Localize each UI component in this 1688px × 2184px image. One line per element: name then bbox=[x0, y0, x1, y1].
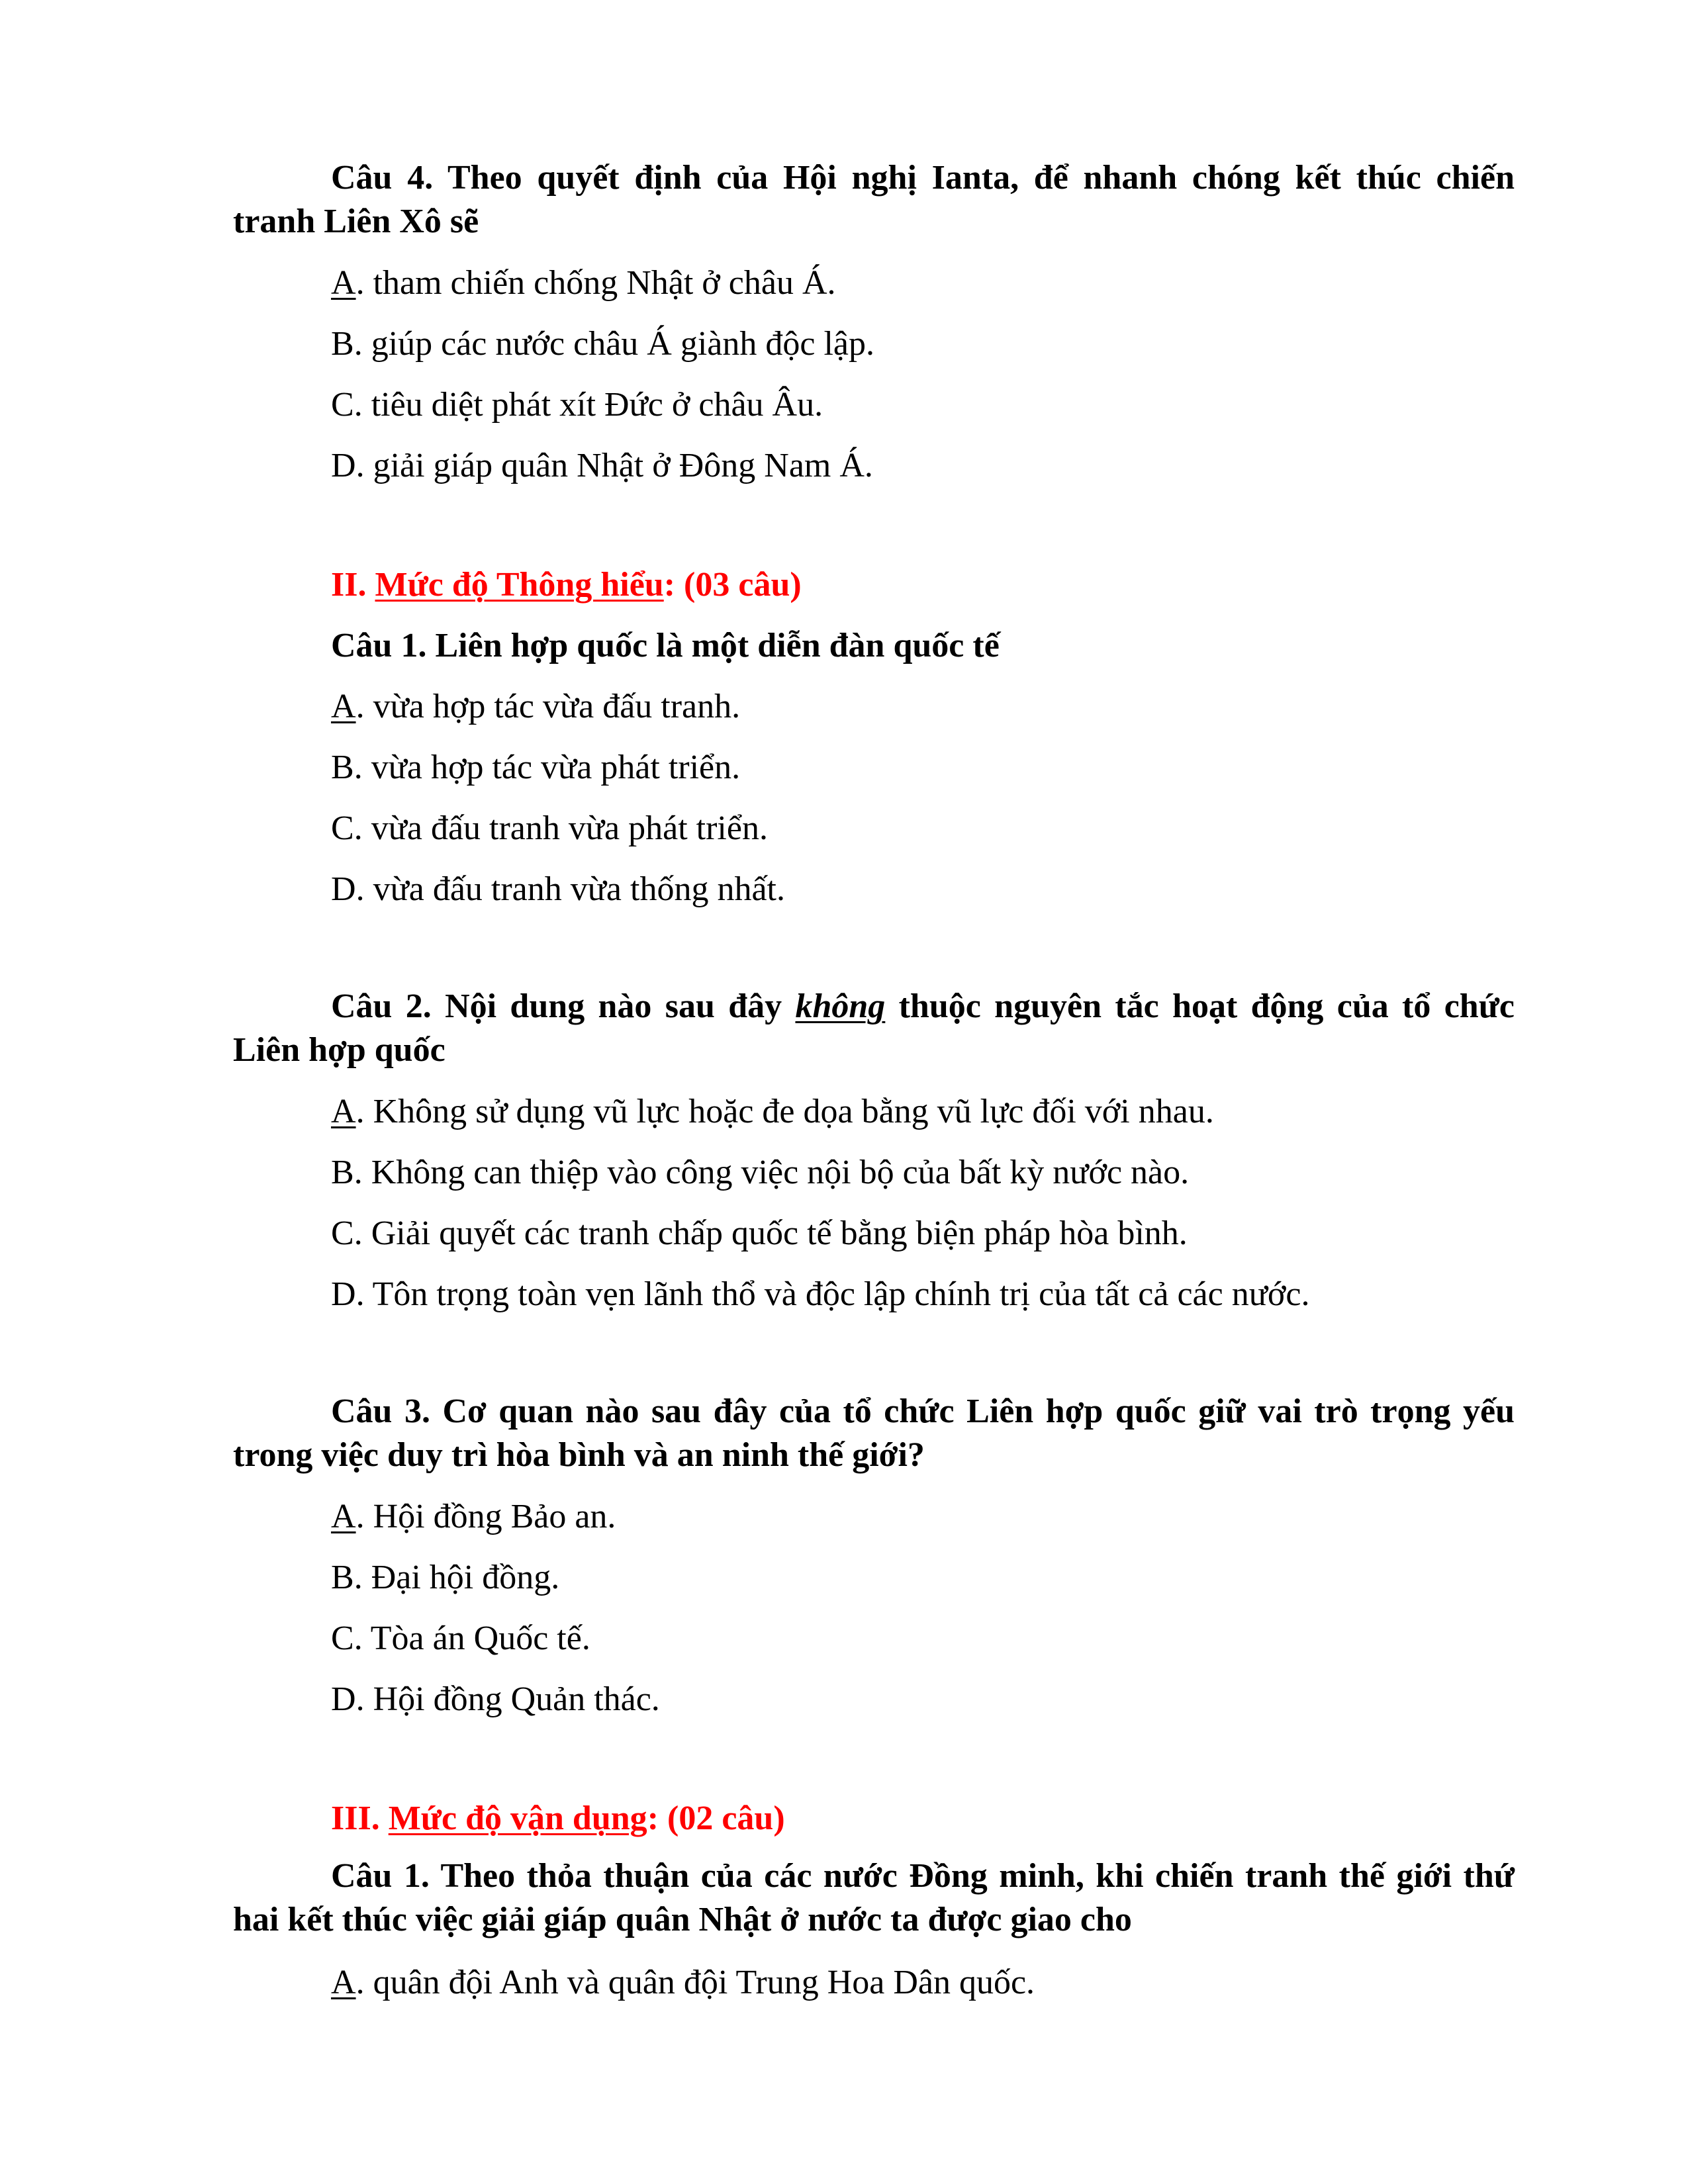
option-c bbox=[331, 384, 823, 426]
option-letter: A bbox=[331, 1498, 356, 1535]
option-d bbox=[331, 1273, 1309, 1316]
question-keyword: không bbox=[795, 987, 886, 1025]
section-name: Mức độ Thông hiểu bbox=[375, 566, 664, 604]
option-text: . tham chiến chống Nhật ở châu Á. bbox=[355, 264, 836, 302]
option-a bbox=[331, 1091, 1214, 1133]
option-a bbox=[331, 1962, 1035, 2004]
option-letter: C bbox=[331, 386, 354, 424]
option-text: . giúp các nước châu Á giành độc lập. bbox=[353, 325, 874, 363]
option-text: . Hội đồng Bảo an. bbox=[355, 1498, 616, 1535]
option-letter: B bbox=[331, 1559, 354, 1596]
option-letter: C bbox=[331, 809, 354, 847]
option-text: . Hội đồng Quản thác. bbox=[355, 1680, 660, 1718]
option-letter: D bbox=[331, 1275, 356, 1313]
option-d bbox=[331, 445, 873, 487]
option-text: . giải giáp quân Nhật ở Đông Nam Á. bbox=[355, 447, 873, 484]
option-letter: B bbox=[331, 1154, 354, 1191]
option-b bbox=[331, 747, 740, 789]
option-text: . vừa đấu tranh vừa phát triển. bbox=[353, 809, 768, 847]
question-label: Câu 1. bbox=[331, 1857, 430, 1895]
option-a bbox=[331, 262, 836, 304]
section-3-question-1-title bbox=[233, 1854, 1515, 1942]
option-b bbox=[331, 1152, 1189, 1194]
option-c bbox=[331, 1617, 590, 1660]
section-count: : (02 câu) bbox=[647, 1799, 785, 1837]
question-label: Câu 4. bbox=[331, 159, 434, 197]
option-d bbox=[331, 868, 785, 911]
section-2-question-1-title bbox=[331, 625, 1000, 667]
option-c bbox=[331, 807, 768, 850]
option-letter: B bbox=[331, 749, 354, 786]
option-letter: C bbox=[331, 1214, 354, 1252]
option-b bbox=[331, 1557, 559, 1599]
option-text: . quân đội Anh và quân đội Trung Hoa Dân quốc. bbox=[355, 1964, 1035, 2001]
option-d bbox=[331, 1678, 660, 1721]
question-4-title bbox=[233, 156, 1515, 244]
option-text: . Đại hội đồng. bbox=[353, 1559, 560, 1596]
option-letter: D bbox=[331, 870, 356, 908]
section-2-question-3-title bbox=[233, 1390, 1515, 1477]
option-text: . Không sử dụng vũ lực hoặc đe dọa bằng vũ lực đối với nhau. bbox=[355, 1093, 1214, 1130]
option-text: . Không can thiệp vào công việc nội bộ của bất kỳ nước nào. bbox=[353, 1154, 1190, 1191]
question-text: Nội dung nào sau đây bbox=[431, 987, 796, 1025]
question-text: thuộc nguyên tắc hoạt động của tổ chức Liên hợp quốc bbox=[233, 987, 1515, 1069]
section-number: III. bbox=[331, 1799, 389, 1837]
question-text: Theo quyết định của Hội nghị Ianta, để nhanh chóng kết thúc chiến tranh Liên Xô sẽ bbox=[233, 159, 1515, 240]
section-count: : (03 câu) bbox=[663, 566, 802, 604]
question-label: Câu 3. bbox=[331, 1392, 430, 1430]
option-letter: A bbox=[331, 1964, 356, 2001]
question-text: Theo thỏa thuận của các nước Đồng minh, khi chiến tranh thế giới thứ hai kết thúc việc giải giáp quân Nhật ở nước ta được giao cho bbox=[233, 1857, 1515, 1938]
option-b bbox=[331, 323, 874, 365]
section-2-heading bbox=[331, 564, 802, 606]
option-letter: D bbox=[331, 447, 356, 484]
option-letter: D bbox=[331, 1680, 356, 1718]
option-a bbox=[331, 686, 740, 728]
section-2-question-2-title bbox=[233, 985, 1515, 1072]
section-3-heading bbox=[331, 1797, 785, 1840]
option-text: . vừa hợp tác vừa phát triển. bbox=[353, 749, 741, 786]
option-text: . Giải quyết các tranh chấp quốc tế bằng biện pháp hòa bình. bbox=[353, 1214, 1188, 1252]
option-text: . vừa đấu tranh vừa thống nhất. bbox=[355, 870, 785, 908]
section-number: II. bbox=[331, 566, 375, 604]
section-name: Mức độ vận dụng bbox=[388, 1799, 647, 1837]
option-letter: A bbox=[331, 1093, 356, 1130]
question-text: Liên hợp quốc là một diễn đàn quốc tế bbox=[426, 627, 1000, 664]
option-text: . vừa hợp tác vừa đấu tranh. bbox=[355, 688, 741, 725]
option-c bbox=[331, 1212, 1188, 1255]
option-letter: A bbox=[331, 688, 356, 725]
option-a bbox=[331, 1496, 616, 1538]
option-letter: B bbox=[331, 325, 354, 363]
option-text: . Tòa án Quốc tế. bbox=[353, 1619, 590, 1657]
option-letter: C bbox=[331, 1619, 354, 1657]
option-text: . Tôn trọng toàn vẹn lãnh thổ và độc lập chính trị của tất cả các nước. bbox=[355, 1275, 1310, 1313]
question-label: Câu 1. bbox=[331, 627, 427, 664]
question-text: Cơ quan nào sau đây của tổ chức Liên hợp quốc giữ vai trò trọng yếu trong việc duy trì hòa bình và an ninh thế giới? bbox=[233, 1392, 1515, 1474]
option-text: . tiêu diệt phát xít Đức ở châu Âu. bbox=[353, 386, 823, 424]
question-label: Câu 2. bbox=[331, 987, 432, 1025]
option-letter: A bbox=[331, 264, 356, 302]
